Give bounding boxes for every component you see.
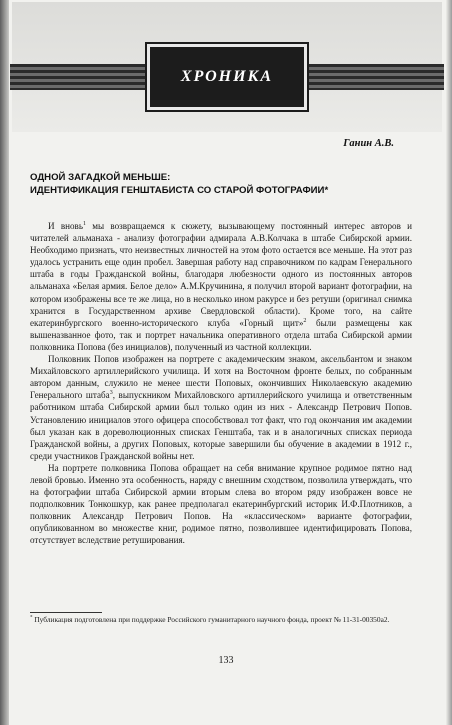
paragraph-1-text-b: мы возвращаемся к сюжету, вызывающему постоянный интерес авторов и читателей альманаха - анализу фотографии адмирала А.В.Колчака в штабе Сибирской армии. Необходимо признать, что неизвестных личностей на этом фото остается все меньше. На этот раз удалось устранить еще один пробел. Завершая работу над справочником по кадрам Генерального штаба в годы Гражданской войны, благодаря любезности одного из постоянных авторов альманаха «Белая армия. Белое дело» А.М.Кручинина, я получил второй вариант фотографии, на котором изображены все те же лица, но в несколько ином ракурсе и без ретуши (оригинал снимка хранится в Государственном архиве Свердловской области). Кроме того, на сайте екатеринбургского военно-исторического клуба «Горный щит» (30, 221, 412, 328)
paragraph-2 (30, 353, 412, 462)
footnote (30, 615, 412, 624)
article-title-line1: ОДНОЙ ЗАГАДКОЙ МЕНЬШЕ: (30, 172, 171, 183)
paragraph-3: На портрете полковника Попова обращает на себя внимание крупное родимое пятно над левой бровью. Именно эта особенность, наряду с внешним сходством, позволила утверждать, что на фотографии штаба Сибирской армии вторым слева во втором ряду изображен вовсе не подполковник Тонкошкур, как ранее предполагал екатеринбургский историк И.Ф.Плотников, а полковник Александр Петрович Попов. На «классическом» варианте фотографии, опубликованном во множестве книг, родимое пятно, позволившее идентифицировать Попова, отсутствует вследствие ретуширования. (30, 462, 412, 546)
article-author: Ганин А.В. (343, 138, 394, 149)
title-footnote-mark: * (324, 185, 329, 196)
page-number: 133 (218, 655, 234, 666)
paragraph-2-text-b: , выпускником Михайловского артиллерийского училища и ответственным работником штаба Сибирской армии был только один из них - Александр Петрович Попов. Установлению инициалов этого офицера способствовал тот факт, что год окончания им академии был указан как в дореволюционных списках Генштаба, так и в аналогичных списках периода Гражданской войны, а других Поповых, которые завершили бы обучение в академии в 1912 г., среди участников Гражданской войны нет. (30, 390, 412, 461)
paragraph-1-text-c: были размещены как вышеназванное фото, так и портрет начальника оперативного отдела штаба Сибирской армии полковника Попова (без инициалов), полученный из частной коллекции. (30, 317, 412, 352)
footnote-divider (30, 612, 102, 613)
footnote-ref-3: 3 (109, 390, 113, 397)
footnote-ref-1: 1 (82, 220, 86, 227)
article-title-line2-text: ИДЕНТИФИКАЦИЯ ГЕНШТАБИСТА СО СТАРОЙ ФОТОГРАФИИ (30, 185, 325, 196)
section-title-box (147, 44, 307, 110)
section-title: ХРОНИКА (180, 68, 274, 85)
paragraph-2-text-a: Полковник Попов изображен на портрете с академическим знаком, аксельбантом и знаком Михайловского артиллерийского училища. И хотя на Восточном фронте белых, по собранным автором данным, служило не менее шести Поповых, окончивших Николаевскую академию Генерального штаба (30, 354, 412, 401)
article-body (30, 220, 412, 547)
footnote-text: Публикация подготовлена при поддержке Российского гуманитарного научного фонда, проект № 11-31-00350а2. (32, 615, 390, 624)
article-title-line2 (30, 184, 410, 197)
paragraph-1-text-a: И вновь (48, 221, 83, 231)
footnote-mark: * (30, 615, 33, 621)
article-title (30, 171, 410, 197)
footnote-ref-2: 2 (303, 317, 307, 324)
paragraph-1 (30, 220, 412, 353)
section-banner (0, 34, 452, 122)
